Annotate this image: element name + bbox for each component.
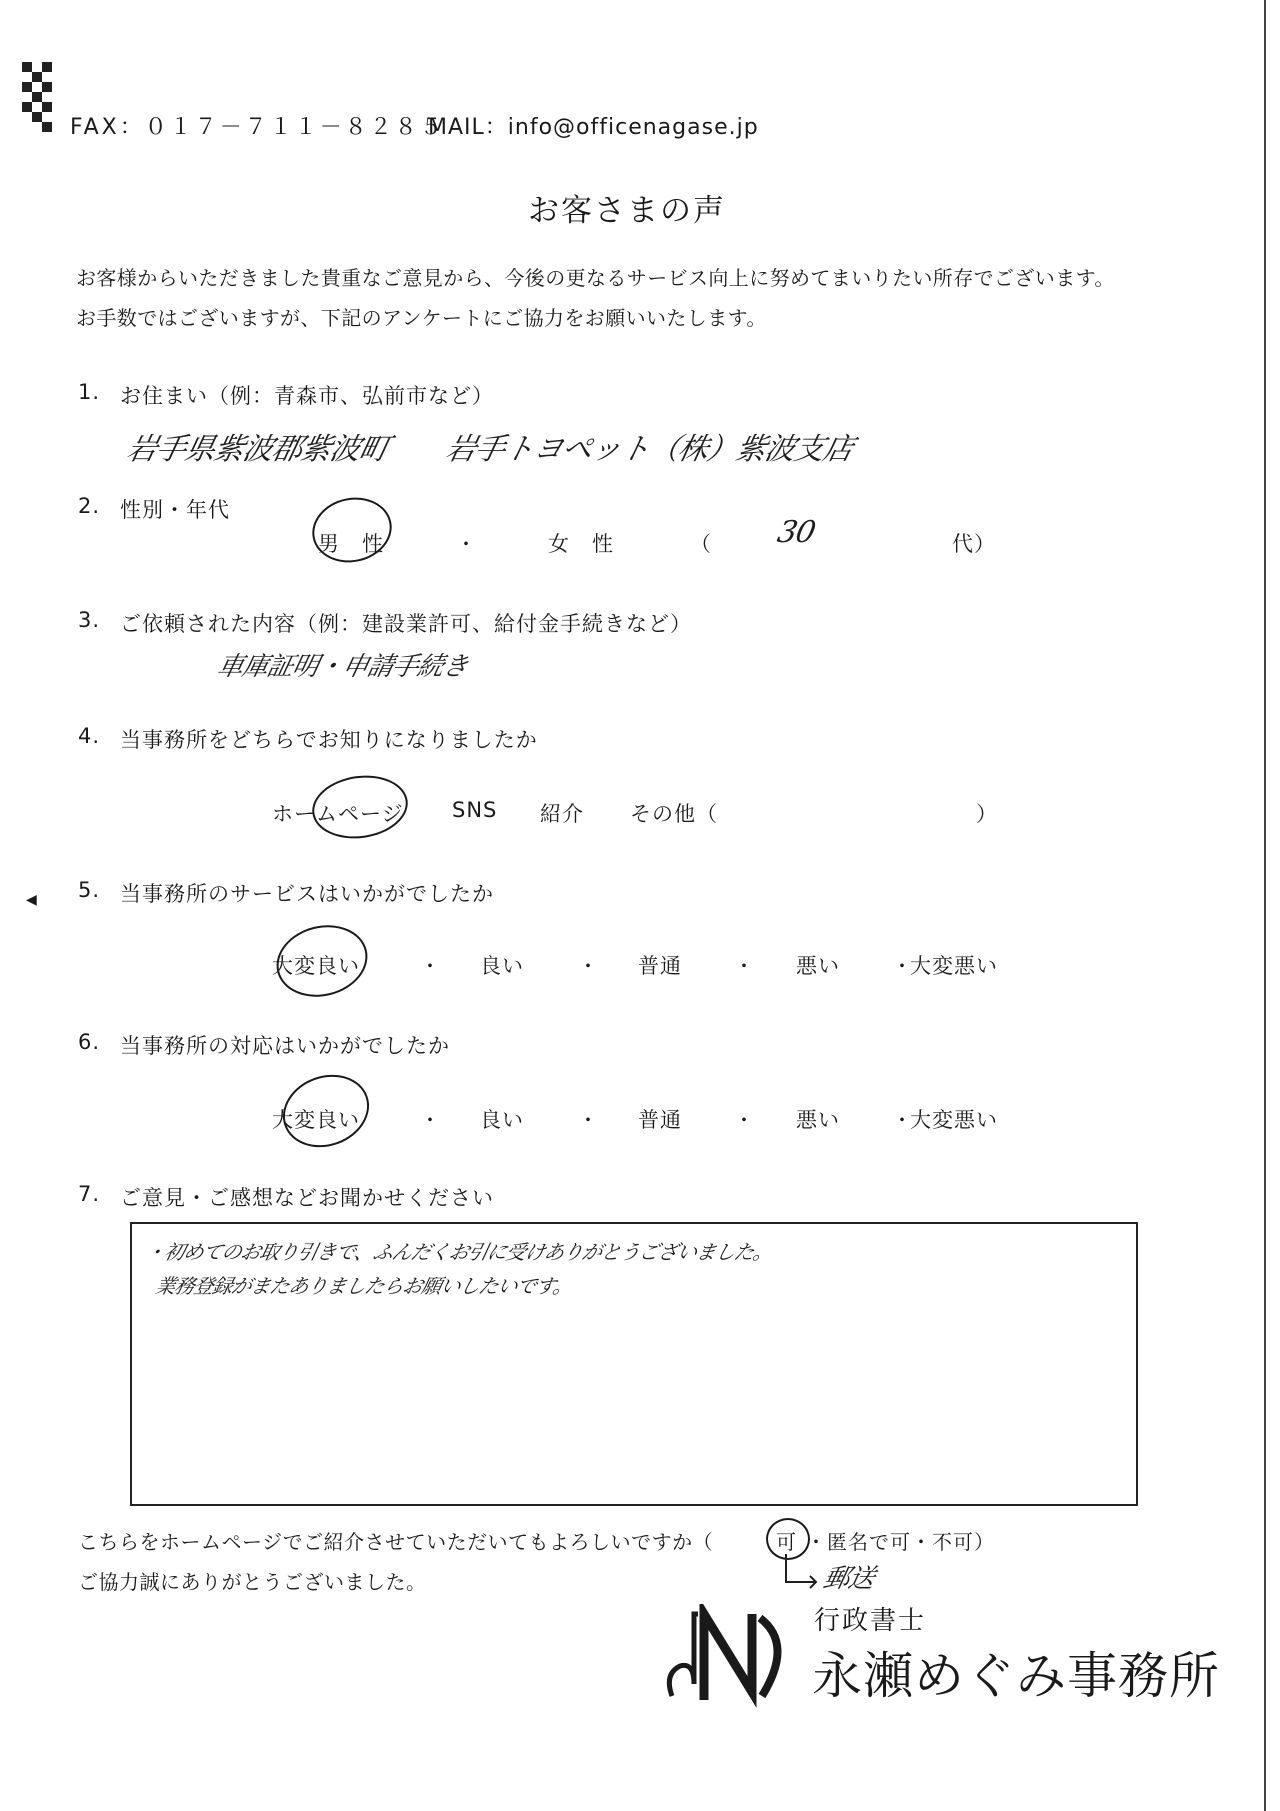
q6-option-average[interactable]: 普通 <box>638 1108 682 1132</box>
q6-separator: ・ <box>420 1108 441 1132</box>
q2-option-female[interactable]: 女 性 <box>548 532 614 556</box>
fax-number: FAX：０１７－７１１－８２８５ <box>70 115 445 140</box>
thanks-message: ご協力誠にありがとうございました。 <box>78 1570 427 1594</box>
q5-option-very-good[interactable]: 大変良い <box>272 954 360 978</box>
q5-option-bad[interactable]: 悪い <box>796 954 840 978</box>
q2-age-suffix: 代） <box>952 532 996 556</box>
permission-option-yes[interactable]: 可 <box>776 1530 797 1554</box>
intro-line-1: お客様からいただきました貴重なご意見から、今後の更なるサービス向上に努めてまいりたい所存でございます。 <box>76 266 1115 290</box>
logo-monogram-icon <box>664 1604 794 1710</box>
office-logo <box>664 1600 1224 1710</box>
q4-option-sns[interactable]: SNS <box>452 798 498 822</box>
q1-label: お住まい（例：青森市、弘前市など） <box>120 384 494 408</box>
q4-option-other[interactable]: その他（ <box>630 802 718 826</box>
q2-age-handwritten: 30 <box>774 515 818 550</box>
page-title: お客さまの声 <box>528 193 726 229</box>
handwritten-arrow-icon <box>782 1552 822 1592</box>
q7-label: ご意見・ご感想などお聞かせください <box>120 1186 494 1210</box>
permission-question: こちらをホームページでご紹介させていただいてもよろしいですか（ <box>78 1530 714 1554</box>
q6-number: 6. <box>78 1030 101 1054</box>
q6-label: 当事務所の対応はいかがでしたか <box>120 1034 450 1058</box>
q5-number: 5. <box>78 878 101 902</box>
comment-line-2: 業務登録がまたありましたらお願いしたいです。 <box>153 1274 575 1298</box>
page-edge-line <box>1264 0 1266 1811</box>
logo-office-name: 永瀬めぐみ事務所 <box>812 1647 1220 1705</box>
q6-separator: ・ <box>734 1108 755 1132</box>
q6-option-good[interactable]: 良い <box>480 1108 524 1132</box>
q6-separator: ・ <box>892 1108 913 1132</box>
q2-separator: ・ <box>456 532 477 556</box>
q4-label: 当事務所をどちらでお知りになりましたか <box>120 728 538 752</box>
q6-option-bad[interactable]: 悪い <box>796 1108 840 1132</box>
q6-selection-circle <box>273 1063 380 1159</box>
permission-handwritten-note: 郵送 <box>820 1564 877 1594</box>
mail-address: MAIL：info@officenagase.jp <box>428 115 759 140</box>
q7-number: 7. <box>78 1182 101 1206</box>
q5-separator: ・ <box>578 954 599 978</box>
comment-line-1: ・初めてのお取り引きで、ふんだくお引に受けありがとうございました。 <box>143 1240 775 1264</box>
q3-number: 3. <box>78 608 101 632</box>
q4-option-homepage[interactable]: ホームページ <box>272 802 404 826</box>
q4-selection-circle <box>308 770 412 845</box>
logo-subtitle: 行政書士 <box>814 1606 927 1636</box>
q4-option-referral[interactable]: 紹介 <box>540 802 584 826</box>
q6-separator: ・ <box>578 1108 599 1132</box>
q2-paren-open: （ <box>690 532 712 556</box>
q4-option-other-close: ） <box>976 802 998 826</box>
q5-option-good[interactable]: 良い <box>480 954 524 978</box>
q3-label: ご依頼された内容（例：建設業許可、給付金手続きなど） <box>120 612 692 636</box>
q6-option-very-bad[interactable]: 大変悪い <box>910 1108 998 1132</box>
q2-label: 性別・年代 <box>120 498 230 522</box>
q1-answer-handwritten: 岩手県紫波郡紫波町 岩手トヨペット（株）紫波支店 <box>123 432 856 467</box>
q4-number: 4. <box>78 724 101 748</box>
permission-option-rest: ・匿名で可・不可） <box>806 1530 995 1554</box>
intro-line-2: お手数ではございますが、下記のアンケートにご協力をお願いいたします。 <box>76 306 767 330</box>
q2-number: 2. <box>78 494 101 518</box>
q3-answer-handwritten: 車庫証明・申請手続き <box>214 652 471 682</box>
q5-separator: ・ <box>420 954 441 978</box>
checker-logo-icon <box>22 62 56 132</box>
q6-option-very-good[interactable]: 大変良い <box>272 1108 360 1132</box>
q2-option-male[interactable]: 男 性 <box>318 532 384 556</box>
q5-option-very-bad[interactable]: 大変悪い <box>910 954 998 978</box>
q5-selection-circle <box>269 916 375 1006</box>
q1-number: 1. <box>78 380 101 404</box>
q5-separator: ・ <box>734 954 755 978</box>
q5-label: 当事務所のサービスはいかがでしたか <box>120 882 494 906</box>
q5-option-average[interactable]: 普通 <box>638 954 682 978</box>
margin-arrow-icon: ◀ <box>26 892 37 908</box>
q5-separator: ・ <box>892 954 913 978</box>
